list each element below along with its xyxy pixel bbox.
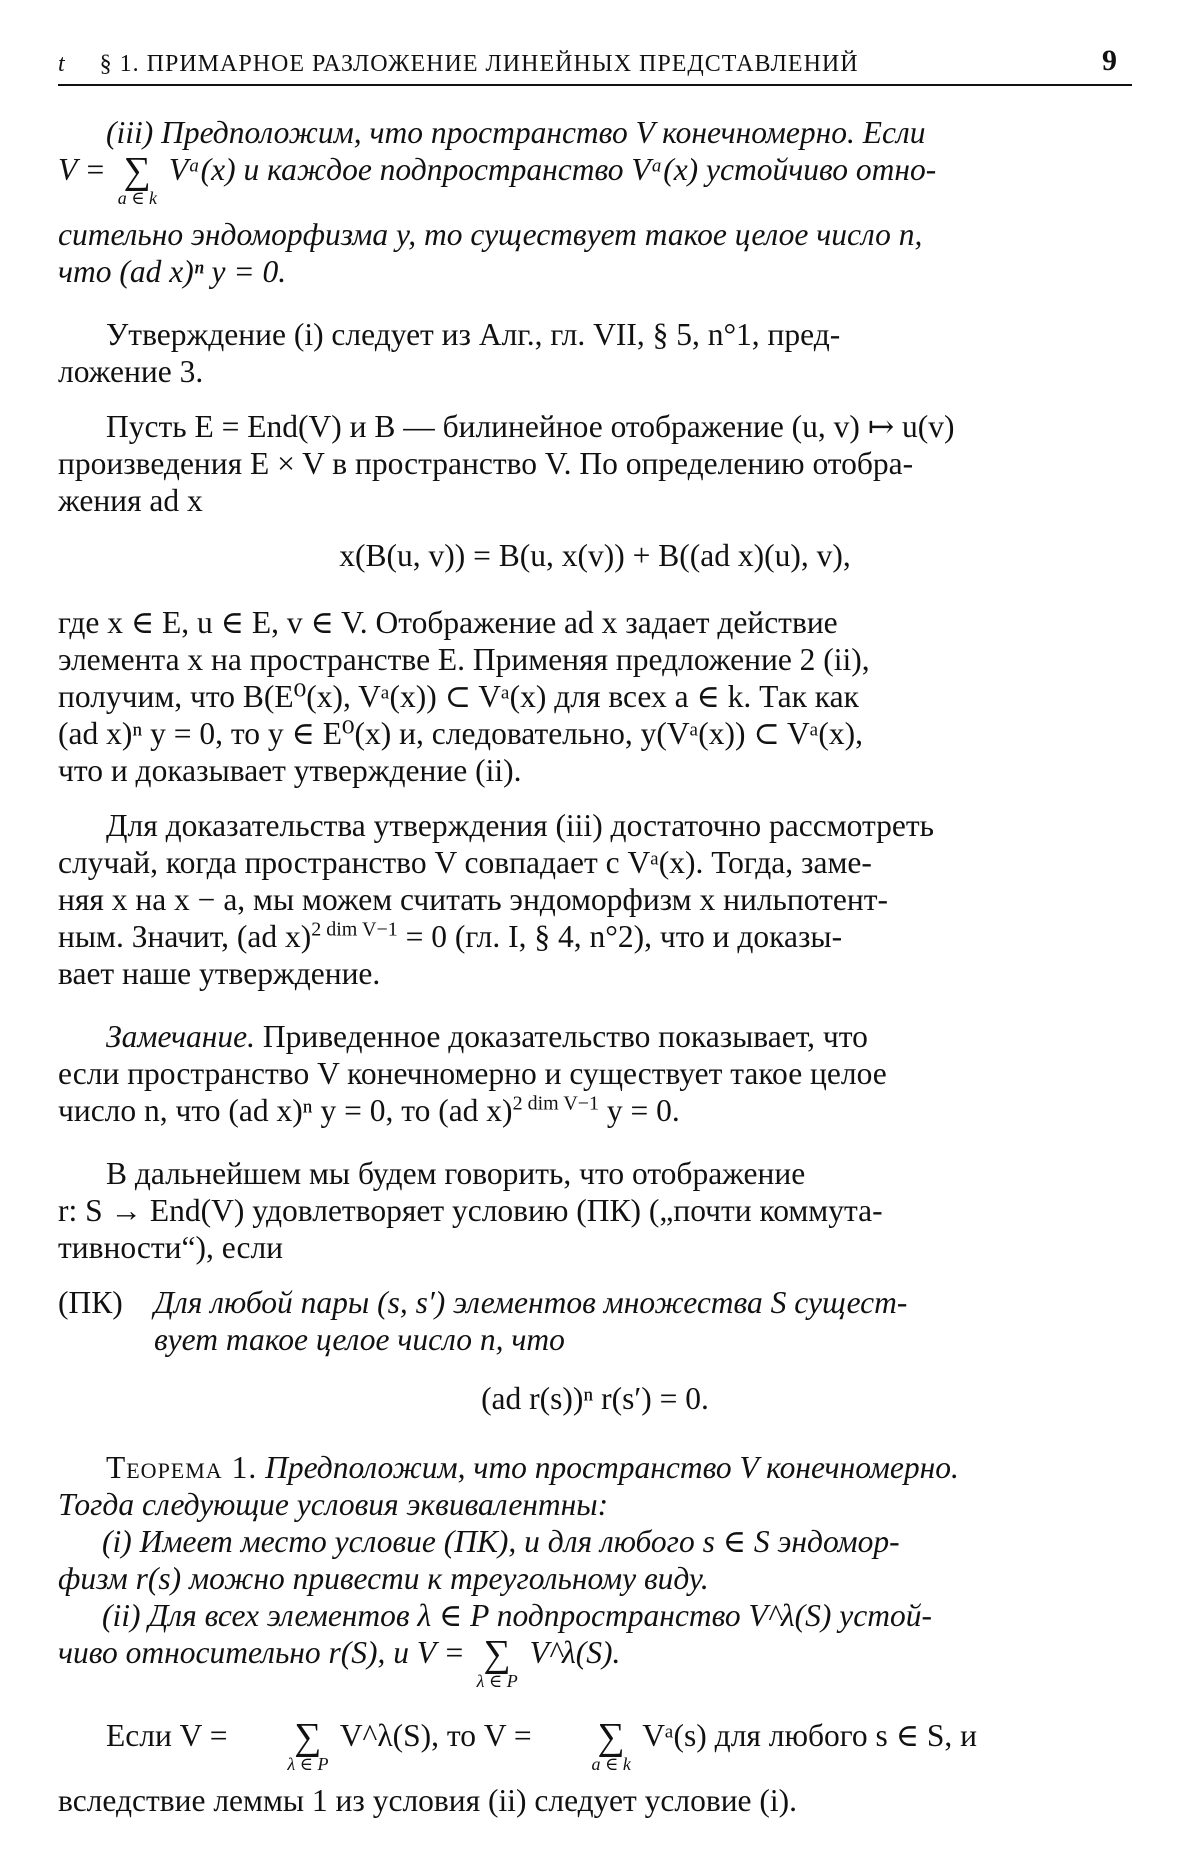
paragraph-proof bbox=[58, 807, 1132, 992]
paragraph-pk-intro bbox=[58, 1155, 1132, 1266]
formula-pk: (ad r(s))ⁿ r(s′) = 0. bbox=[481, 1381, 709, 1416]
text-line: случай, когда пространство V совпадает с Vᵃ(x). Тогда, заме- bbox=[58, 845, 872, 880]
text-line: получим, что B(E⁰(x), Vᵃ(x)) ⊂ Vᵃ(x) для всех a ∈ k. Так как bbox=[58, 679, 859, 714]
theorem-1 bbox=[58, 1449, 1132, 1691]
text-fragment: Если V = bbox=[106, 1718, 228, 1753]
page-body bbox=[58, 114, 1132, 1819]
text-fragment: V = bbox=[58, 152, 106, 187]
text-line: В дальнейшем мы будем говорить, что отображение bbox=[106, 1156, 806, 1191]
text-line bbox=[58, 1449, 1132, 1486]
text-line: что и доказывает утверждение (ii). bbox=[58, 753, 522, 788]
remark-label: Замечание. bbox=[106, 1019, 256, 1054]
text-fragment: число n, что (ad x)ⁿ y = 0, то (ad x) bbox=[58, 1093, 513, 1128]
text-fragment: = 0 (гл. I, § 4, n°2), что и доказы- bbox=[397, 919, 843, 954]
text-fragment: V^λ(S). bbox=[529, 1635, 621, 1670]
text-fragment: V^λ(S), то V = bbox=[339, 1718, 532, 1753]
text-line: где x ∈ E, u ∈ E, v ∈ V. Отображение ad x задает действие bbox=[58, 605, 838, 640]
sum-symbol: ∑ λ ∈ P bbox=[239, 1720, 328, 1774]
text-line: вует такое целое число n, что bbox=[154, 1322, 565, 1357]
text-line: (i) Имеет место условие (ПК), и для любого s ∈ S эндомор- bbox=[102, 1524, 900, 1559]
paragraph-remark bbox=[58, 1018, 1132, 1129]
text-line: (ii) Для всех элементов λ ∈ P подпространство V^λ(S) устой- bbox=[102, 1598, 932, 1633]
text-line: что (ad x)ⁿ y = 0. bbox=[58, 254, 287, 289]
text-line: ложение 3. bbox=[58, 354, 204, 389]
running-header bbox=[58, 44, 1132, 86]
text-line: тивности“), если bbox=[58, 1230, 284, 1265]
text-line: Для любой пары (s, s′) элементов множества S сущест- bbox=[154, 1285, 908, 1320]
text-fragment: Vᵃ(x) и каждое подпространство Vᵃ(x) устойчиво отно- bbox=[168, 152, 937, 187]
text-line bbox=[58, 1018, 1132, 1055]
page-number: 9 bbox=[1102, 44, 1118, 77]
text-line: Для доказательства утверждения (iii) достаточно рассмотреть bbox=[106, 808, 934, 843]
sum-index: λ ∈ P bbox=[476, 1671, 518, 1691]
text-line: Пусть E = End(V) и B — билинейное отображение (u, v) ↦ u(v) bbox=[106, 409, 955, 444]
paragraph-where bbox=[58, 604, 1132, 789]
text-fragment: чиво относительно r(S), и V = bbox=[58, 1635, 465, 1670]
text-line: вследствие леммы 1 из условия (ii) следует условие (i). bbox=[58, 1783, 798, 1818]
text-line: (ad x)ⁿ y = 0, то y ∈ E⁰(x) и, следовательно, y(Vᵃ(x)) ⊂ Vᵃ(x), bbox=[58, 716, 863, 751]
sum-index: a ∈ k bbox=[117, 188, 158, 208]
text-line: физм r(s) можно привести к треугольному виду. bbox=[58, 1561, 709, 1596]
condition-pk bbox=[58, 1284, 1132, 1358]
text-fragment: Приведенное доказательство показывает, что bbox=[255, 1019, 868, 1054]
text-line: Тогда следующие условия эквивалентны: bbox=[58, 1487, 609, 1522]
sum-symbol: ∑ λ ∈ P bbox=[476, 1633, 518, 1691]
text-line: если пространство V конечномерно и существует такое целое bbox=[58, 1056, 887, 1091]
text-line: r: S → End(V) удовлетворяет условию (ПК) („почти коммута- bbox=[58, 1193, 883, 1228]
theorem-label: Теорема 1. bbox=[106, 1450, 258, 1485]
paragraph-statement-i bbox=[58, 316, 1132, 390]
text-fragment: y = 0. bbox=[599, 1093, 680, 1128]
statement-iii bbox=[58, 114, 1132, 290]
sum-index: a ∈ k bbox=[591, 1754, 631, 1774]
text-fragment: Предположим, что пространство V конечномерно. bbox=[257, 1450, 959, 1485]
text-fragment: Vᵃ(s) для любого s ∈ S, и bbox=[642, 1718, 978, 1753]
text-line: произведения E × V в пространство V. По определению отобра- bbox=[58, 446, 914, 481]
condition-label: (ПК) bbox=[58, 1285, 123, 1320]
text-line-with-sum bbox=[58, 1634, 1132, 1691]
text-line: элемента x на пространстве E. Применяя предложение 2 (ii), bbox=[58, 642, 870, 677]
formula-bilinear: x(B(u, v)) = B(u, x(v)) + B((ad x)(u), v), bbox=[339, 538, 851, 573]
sum-symbol: ∑ a ∈ k bbox=[544, 1720, 631, 1774]
paragraph-let bbox=[58, 408, 1132, 519]
text-line: жения ad x bbox=[58, 483, 203, 518]
text-line-with-sum bbox=[58, 151, 1132, 208]
condition-text bbox=[154, 1284, 1132, 1358]
exponent: 2 dim V−1 bbox=[512, 1092, 600, 1115]
text-fragment: ным. Значит, (ad x) bbox=[58, 919, 312, 954]
sum-symbol: ∑ a ∈ k bbox=[117, 150, 158, 208]
exponent: 2 dim V−1 bbox=[311, 918, 398, 941]
header-title: § 1. ПРИМАРНОЕ РАЗЛОЖЕНИЕ ЛИНЕЙНЫХ ПРЕДСТАВЛЕНИЙ bbox=[99, 51, 859, 77]
text-line: няя x на x − a, мы можем считать эндоморфизм x нильпотент- bbox=[58, 882, 888, 917]
text-line: Утверждение (i) следует из Алг., гл. VII, § 5, n°1, пред- bbox=[106, 317, 841, 352]
text-line bbox=[58, 918, 1132, 955]
text-line: (iii) Предположим, что пространство V конечномерно. Если bbox=[106, 115, 926, 150]
text-line: сительно эндоморфизма y, то существует такое целое число n, bbox=[58, 217, 923, 252]
text-line bbox=[58, 1092, 1132, 1129]
paragraph-final bbox=[58, 1717, 1132, 1819]
text-line-with-sum bbox=[58, 1717, 1132, 1774]
margin-mark: t bbox=[58, 51, 66, 77]
sum-index: λ ∈ P bbox=[287, 1754, 329, 1774]
text-line: вает наше утверждение. bbox=[58, 956, 381, 991]
